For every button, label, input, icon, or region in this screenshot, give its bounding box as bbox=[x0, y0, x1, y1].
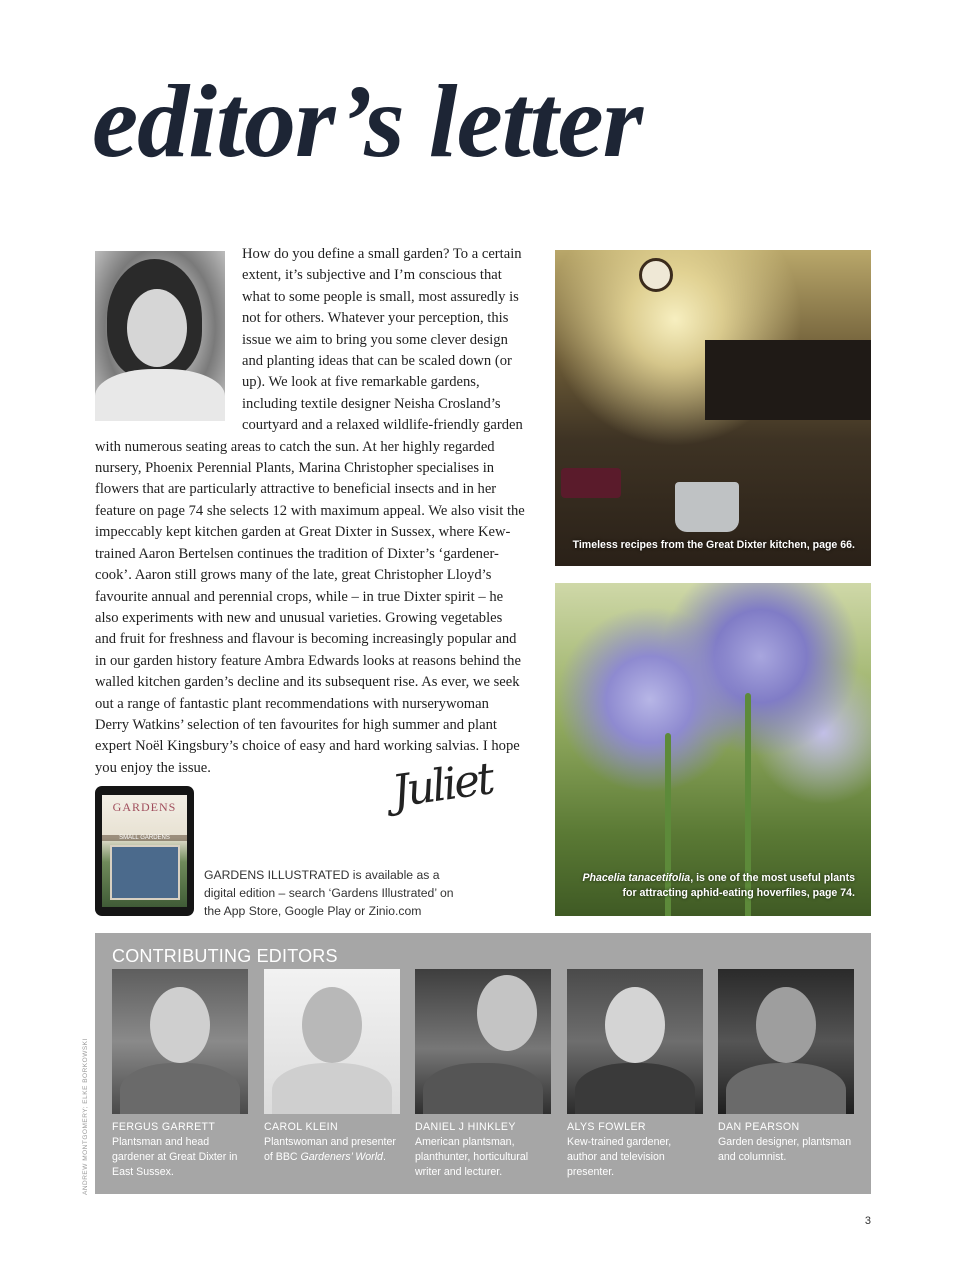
editor-photo bbox=[264, 969, 400, 1114]
page-number: 3 bbox=[864, 1215, 871, 1227]
editor-card bbox=[112, 969, 248, 1180]
editor-bio: Garden designer, plantsman and columnist. bbox=[718, 1136, 852, 1163]
editor-head bbox=[756, 987, 816, 1063]
letter-text: How do you define a small garden? To a certain extent, it’s subjective and I’m conscious that what to some people is small, most assuredly is not for others. Whatever your perception, this issue we aim to bring you some clever design and planting ideas that can be scaled down (or up). We look at five remarkable gardens, including textile designer Neisha Crosland’s courtyard and a relaxed wildlife-friendly garden with numerous seating areas to catch the sun. At her highly regarded nursery, Phoenix Perennial Plants, Marina Christopher specialises in flowers that are particularly attractive to beneficial insects and in her feature on page 74 she selects 12 with maximum appeal. We also visit the impeccably kept kitchen garden at Great Dixter in Sussex, where Kew-trained Aaron Bertelsen continues the tradition of Dixter’s ‘gardener-cook’. Aaron still grows many of the late, great Christopher Lloyd’s favourite annual and perennial crops, while – in true Dixter spirit – he also experiments with new and unusual varieties. Growing vegetables and fruit for freshness and flavour is becoming increasingly popular and in our garden history feature Ambra Edwards looks at reasons behind the walled kitchen garden’s decline and its subsequent rise. As ever, we seek out a range of fantastic plant recommendations with nurserywoman Derry Watkins’ selection of ten favourites for high summer and plant expert Noël Kingsbury’s choice of easy and hard working salvias. I hope you enjoy the issue. bbox=[95, 246, 525, 776]
tablet-screen bbox=[102, 795, 187, 907]
editor-bio-prefix: Plantswoman and presenter of BBC bbox=[264, 1136, 396, 1163]
editor-bio-show: Gardeners’ World bbox=[300, 1151, 383, 1163]
kitchen-photo-caption: Timeless recipes from the Great Dixter kitchen, page 66. bbox=[572, 539, 855, 551]
phacelia-photo bbox=[555, 583, 871, 916]
editor-bio: American plantsman, planthunter, horticultural writer and lecturer. bbox=[415, 1136, 529, 1178]
editor-bio: Plantsman and head gardener at Great Dixter in East Sussex. bbox=[112, 1136, 238, 1178]
kitchen-photo bbox=[555, 250, 871, 566]
editor-card bbox=[718, 969, 854, 1165]
editor-shoulders bbox=[120, 1063, 240, 1114]
editor-head bbox=[477, 975, 537, 1051]
editor-bio bbox=[264, 1135, 400, 1165]
editor-photo bbox=[567, 969, 703, 1114]
magazine-cover-subtitle: SMALL GARDENS bbox=[102, 835, 187, 841]
editor-bio-suffix: . bbox=[382, 1151, 386, 1163]
photo-credit: ANDREW MONTGOMERY; ELKE BORKOWSKI bbox=[82, 1038, 89, 1195]
page-title: editor’s letter bbox=[92, 64, 643, 179]
magazine-cover-image bbox=[110, 845, 180, 900]
caption-plant-name: Phacelia tanacetifolia bbox=[582, 872, 691, 884]
editor-card bbox=[264, 969, 400, 1165]
phacelia-photo-caption bbox=[575, 871, 855, 901]
contributors-heading: CONTRIBUTING EDITORS bbox=[112, 946, 338, 966]
editor-name: CAROL KLEIN bbox=[264, 1121, 339, 1133]
editor-shoulders bbox=[726, 1063, 846, 1114]
magazine-cover-title: GARDENS bbox=[112, 800, 177, 814]
editor-photo bbox=[415, 969, 551, 1114]
editor-card bbox=[415, 969, 551, 1180]
editor-shoulders bbox=[575, 1063, 695, 1114]
letter-body bbox=[95, 244, 525, 779]
contributing-editors bbox=[95, 933, 871, 1194]
editor-name: FERGUS GARRETT bbox=[112, 1121, 216, 1133]
editor-name: ALYS FOWLER bbox=[567, 1121, 646, 1133]
jam-jars bbox=[561, 468, 621, 498]
editor-signature: Juliet bbox=[388, 753, 495, 818]
editor-shoulders bbox=[272, 1063, 392, 1114]
editor-name: DANIEL J HINKLEY bbox=[415, 1121, 516, 1133]
editor-head bbox=[302, 987, 362, 1063]
editor-bio: Kew-trained gardener, author and television presenter. bbox=[567, 1136, 672, 1178]
kitchen-range bbox=[705, 340, 871, 420]
editor-photo bbox=[718, 969, 854, 1114]
digital-edition-note: GARDENS ILLUSTRATED is available as a digital edition – search ‘Gardens Illustrated’ on the App Store, Google Play or Zinio.com bbox=[204, 868, 454, 918]
editor-card bbox=[567, 969, 703, 1180]
clock-icon bbox=[639, 258, 673, 292]
caption-rest: , is one of the most useful plants for attracting aphid-eating hoverfiles, page 74. bbox=[622, 872, 855, 899]
editor-name: DAN PEARSON bbox=[718, 1121, 800, 1133]
editor-head bbox=[150, 987, 210, 1063]
digital-edition-tablet bbox=[95, 786, 194, 916]
editor-head bbox=[605, 987, 665, 1063]
cooking-pot bbox=[675, 482, 739, 532]
editor-photo bbox=[112, 969, 248, 1114]
portrait-space bbox=[95, 244, 242, 434]
editor-shoulders bbox=[423, 1063, 543, 1114]
